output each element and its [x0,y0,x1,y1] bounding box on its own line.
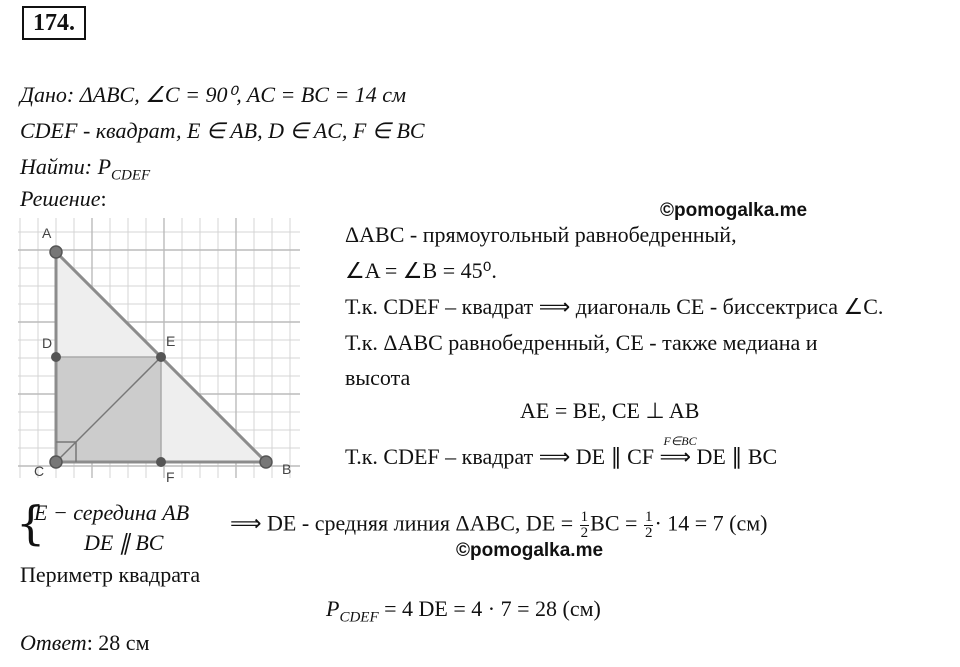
result-part-a: ⟹ DE - средняя линия ΔABC, DE = [230,510,579,536]
line-7-left: Т.к. CDEF – квадрат ⟹ DE ∥ CF [345,444,660,469]
watermark-bottom: ©pomogalka.me [456,540,604,561]
solution-label: Решение [20,186,101,211]
solution-line-5: высота [345,365,411,390]
perimeter-p: P [326,596,340,621]
implies-arrow: ⟹ [659,444,692,469]
answer-label: Ответ [20,630,87,655]
fraction-1 [580,510,590,541]
find-sub: CDEF [111,167,151,184]
system-row-1: E − середина AB [34,500,190,525]
geometry-figure [18,218,318,488]
watermark-top: ©pomogalka.me [660,200,808,221]
solution-line-2: ∠A = ∠B = 45⁰. [345,258,497,283]
answer-line [20,630,150,656]
given-line-1 [20,82,406,108]
find-label: Найти [20,154,85,179]
perimeter-expr: = 4 DE = 4 · 7 = 28 (см) [378,596,601,621]
fraction-1-num: 1 [580,509,589,525]
fraction-2-num: 1 [644,509,653,525]
label-e: E [166,333,176,349]
system-brace: { [16,496,46,550]
point-d [51,352,61,362]
system-row-2: DE ∥ BC [84,530,164,555]
solution-line [20,186,107,212]
answer-text: : 28 см [86,630,150,655]
perimeter-sub: CDEF [339,609,379,626]
label-f: F [166,469,175,485]
solution-line-6: AE = BE, CE ⊥ AB [520,398,700,423]
label-a: A [42,225,52,241]
given-text: : ΔABC, ∠C = 90⁰, AC = BC = 14 см [66,82,407,107]
solution-colon: : [100,186,107,211]
given-line-2: CDEF - квадрат, E ∈ AB, D ∈ AC, F ∈ BC [20,118,425,143]
point-f [156,457,166,467]
given-label: Дано [20,82,67,107]
find-line [20,154,150,188]
find-text: : P [84,154,112,179]
label-c: C [34,463,45,479]
solution-line-3: Т.к. CDEF – квадрат ⟹ диагональ CE - биссектриса ∠C. [345,294,884,319]
perimeter-label: Периметр квадрата [20,562,201,587]
implies-with-condition [659,434,697,470]
point-b [260,456,272,468]
line-7-right: DE ∥ BC [691,444,778,469]
condition-over-arrow: F∈BC [663,434,697,448]
fraction-1-den: 2 [580,525,589,541]
solution-line-7 [345,434,778,470]
perimeter-formula [326,596,601,630]
result-part-b: BC = [590,510,643,536]
problem-number: 174. [22,6,86,40]
solution-line-4: Т.к. ΔABC равнобедренный, CE - также медиана и [345,330,818,355]
system-result [230,510,768,541]
fraction-2-den: 2 [644,525,653,541]
label-b: B [282,461,292,477]
point-a [50,246,62,258]
label-d: D [42,335,53,351]
point-c [50,456,62,468]
fraction-2 [644,510,654,541]
solution-line-1: ΔABC - прямоугольный равнобедренный, [345,222,737,247]
point-e [156,352,166,362]
result-part-c: · 14 = 7 (см) [654,510,768,536]
